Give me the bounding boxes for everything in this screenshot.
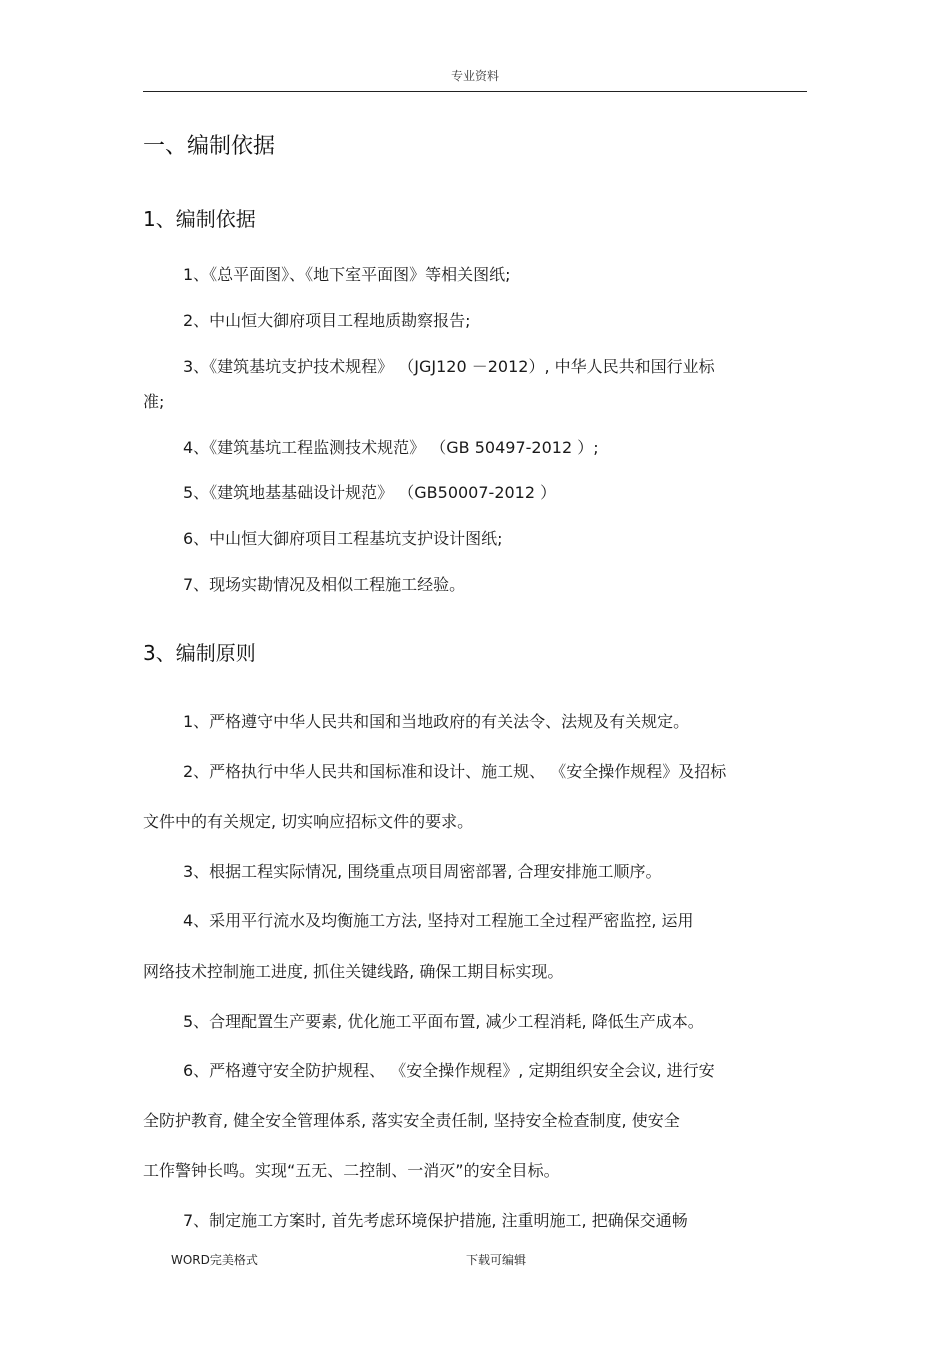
basis-item: 5、《建筑地基基础设计规范》 （GB50007-2012 ） — [183, 483, 557, 502]
principle-line: 文件中的有关规定, 切实响应招标文件的要求。 — [143, 812, 474, 831]
principle-line: 2、严格执行中华人民共和国标准和设计、施工规、 《安全操作规程》及招标 — [183, 762, 727, 781]
principle-line: 网络技术控制施工进度, 抓住关键线路, 确保工期目标实现。 — [143, 962, 564, 981]
principle-line: 工作警钟长鸣。实现“五无、二控制、一消灭”的安全目标。 — [143, 1161, 560, 1180]
basis-item: 4、《建筑基坑工程监测技术规范》 （GB 50497-2012 ）; — [183, 438, 599, 457]
footer-right: 下载可编辑 — [466, 1253, 527, 1267]
principle-line: 6、严格遵守安全防护规程、 《安全操作规程》, 定期组织安全会议, 进行安 — [183, 1061, 715, 1080]
footer-left: WORD完美格式 — [171, 1253, 258, 1267]
basis-item: 1、《总平面图》、《地下室平面图》等相关图纸; — [183, 265, 511, 284]
basis-item: 2、中山恒大御府项目工程地质勘察报告; — [183, 311, 471, 330]
page-header: 专业资料 — [450, 69, 499, 83]
principle-line: 4、采用平行流水及均衡施工方法, 坚持对工程施工全过程严密监控, 运用 — [183, 911, 694, 930]
basis-item: 6、中山恒大御府项目工程基坑支护设计图纸; — [183, 529, 503, 548]
principle-line: 5、合理配置生产要素, 优化施工平面布置, 减少工程消耗, 降低生产成本。 — [183, 1012, 704, 1031]
basis-item: 7、现场实勘情况及相似工程施工经验。 — [183, 575, 466, 594]
principle-line: 7、制定施工方案时, 首先考虑环境保护措施, 注重明施工, 把确保交通畅 — [183, 1211, 688, 1230]
header-divider — [143, 91, 807, 92]
principle-line: 3、根据工程实际情况, 围绕重点项目周密部署, 合理安排施工顺序。 — [183, 862, 662, 881]
basis-item: 3、《建筑基坑支护技术规程》 （JGJ120 －2012）, 中华人民共和国行业标 — [183, 357, 715, 376]
subsection-title: 3、编制原则 — [143, 641, 256, 665]
principle-line: 全防护教育, 健全安全管理体系, 落实安全责任制, 坚持安全检查制度, 使安全 — [143, 1111, 680, 1130]
principle-line: 1、严格遵守中华人民共和国和当地政府的有关法令、法规及有关规定。 — [183, 712, 690, 731]
basis-item-continuation: 准; — [143, 392, 165, 411]
subsection-title: 1、编制依据 — [143, 207, 256, 231]
section-title: 一、编制依据 — [143, 134, 276, 159]
